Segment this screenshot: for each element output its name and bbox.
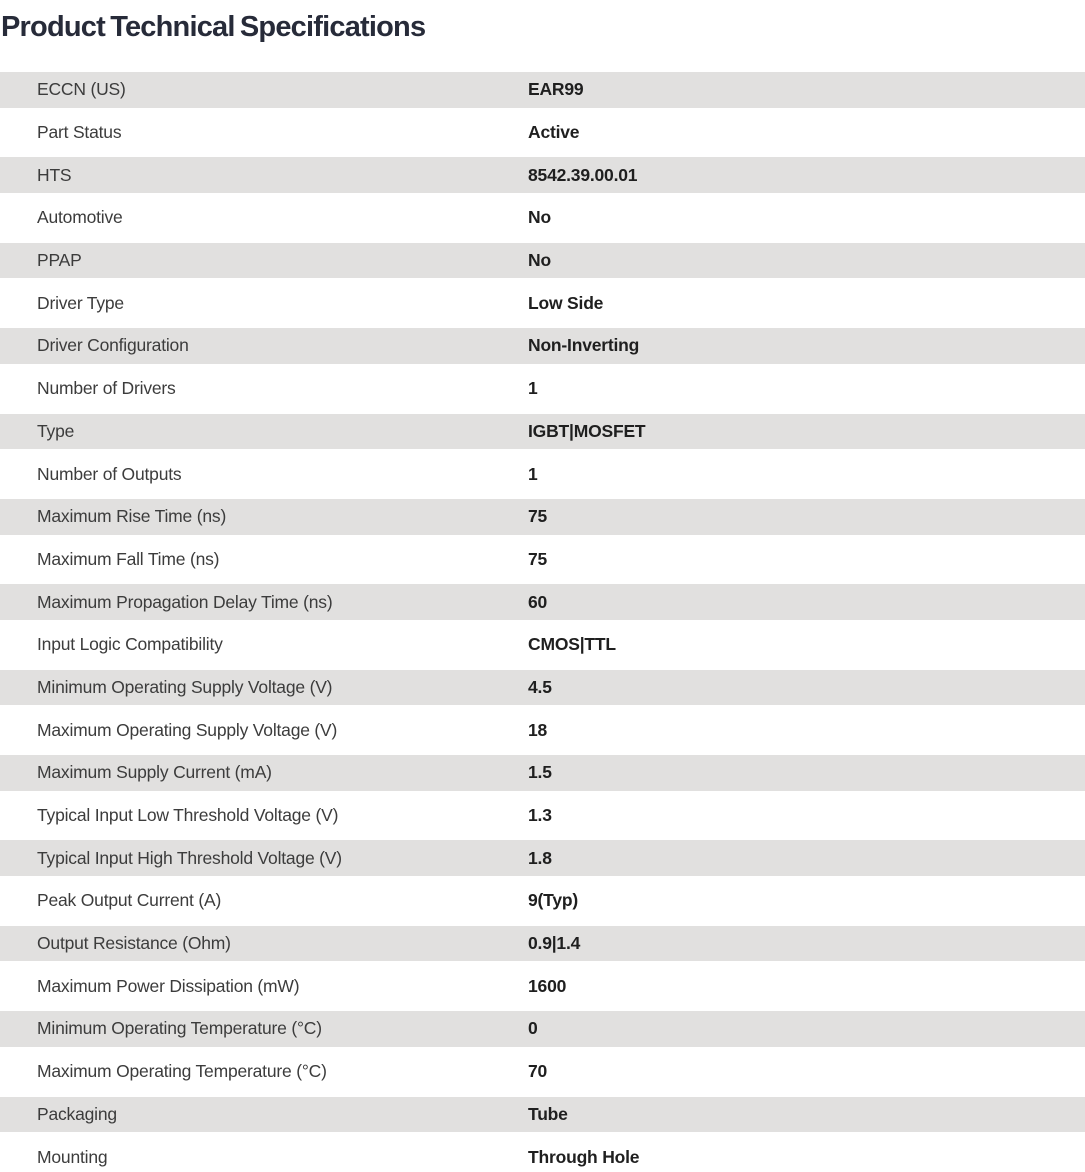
spec-value: 60 — [528, 591, 548, 612]
spec-value: 0 — [528, 1018, 538, 1039]
spec-label: Minimum Operating Temperature (°C) — [37, 1018, 322, 1039]
spec-label: Output Resistance (Ohm) — [37, 933, 231, 954]
spec-row — [0, 1051, 1085, 1094]
spec-row — [0, 795, 1085, 838]
spec-label: Input Logic Compatibility — [37, 634, 223, 655]
spec-label: Automotive — [37, 207, 123, 228]
spec-label: Maximum Operating Supply Voltage (V) — [37, 719, 338, 740]
spec-value: 1.5 — [528, 762, 552, 783]
spec-value: 4.5 — [528, 676, 552, 697]
spec-row — [0, 154, 1085, 197]
spec-row — [0, 1008, 1085, 1051]
spec-row — [0, 368, 1085, 411]
spec-value: Through Hole — [528, 1146, 640, 1167]
spec-label: Peak Output Current (A) — [37, 890, 222, 911]
spec-value: No — [528, 207, 551, 228]
spec-value: 1600 — [528, 975, 567, 996]
spec-label: Number of Drivers — [37, 378, 176, 399]
spec-label: Mounting — [37, 1146, 108, 1167]
spec-label: Driver Type — [37, 292, 124, 313]
spec-row — [0, 624, 1085, 667]
spec-label: Typical Input High Threshold Voltage (V) — [37, 847, 342, 868]
spec-value: Active — [528, 122, 580, 143]
spec-label: ECCN (US) — [37, 79, 126, 100]
spec-label: Maximum Rise Time (ns) — [37, 506, 227, 527]
spec-row — [0, 1094, 1085, 1137]
spec-label: Maximum Supply Current (mA) — [37, 762, 272, 783]
spec-label: Maximum Propagation Delay Time (ns) — [37, 591, 333, 612]
spec-row — [0, 282, 1085, 325]
spec-value: 70 — [528, 1061, 548, 1082]
spec-value: IGBT|MOSFET — [528, 420, 646, 441]
spec-label: Maximum Power Dissipation (mW) — [37, 975, 300, 996]
spec-row — [0, 411, 1085, 454]
spec-row — [0, 112, 1085, 155]
spec-value: CMOS|TTL — [528, 634, 616, 655]
spec-label: HTS — [37, 164, 72, 185]
spec-label: Number of Outputs — [37, 463, 182, 484]
page-title: Product Technical Specifications — [1, 11, 426, 43]
spec-label: PPAP — [37, 250, 82, 271]
spec-row — [0, 197, 1085, 240]
spec-row — [0, 496, 1085, 539]
spec-value: EAR99 — [528, 79, 584, 100]
spec-row — [0, 453, 1085, 496]
spec-value: 8542.39.00.01 — [528, 164, 638, 185]
spec-value: No — [528, 250, 551, 271]
spec-label: Minimum Operating Supply Voltage (V) — [37, 676, 333, 697]
spec-value: 1.3 — [528, 805, 552, 826]
spec-value: Non-Inverting — [528, 335, 640, 356]
spec-label: Packaging — [37, 1103, 117, 1124]
spec-label: Type — [37, 420, 75, 441]
spec-row — [0, 1136, 1085, 1172]
spec-row — [0, 880, 1085, 923]
spec-label: Driver Configuration — [37, 335, 189, 356]
spec-value: 9(Typ) — [528, 890, 579, 911]
spec-value: Tube — [528, 1103, 568, 1124]
spec-value: 1 — [528, 378, 538, 399]
spec-row — [0, 837, 1085, 880]
spec-row — [0, 539, 1085, 582]
spec-row — [0, 667, 1085, 710]
spec-label: Maximum Fall Time (ns) — [37, 548, 220, 569]
spec-table — [0, 69, 1085, 1172]
spec-value: 18 — [528, 719, 548, 740]
spec-row — [0, 965, 1085, 1008]
spec-label: Typical Input Low Threshold Voltage (V) — [37, 805, 339, 826]
spec-row — [0, 752, 1085, 795]
spec-row — [0, 69, 1085, 112]
spec-value: 1.8 — [528, 847, 552, 868]
spec-row — [0, 709, 1085, 752]
spec-value: 0.9|1.4 — [528, 933, 581, 954]
spec-label: Maximum Operating Temperature (°C) — [37, 1061, 327, 1082]
spec-row — [0, 325, 1085, 368]
spec-value: 1 — [528, 463, 538, 484]
spec-row — [0, 240, 1085, 283]
spec-row — [0, 581, 1085, 624]
spec-value: 75 — [528, 506, 548, 527]
spec-value: 75 — [528, 548, 548, 569]
spec-row — [0, 923, 1085, 966]
spec-value: Low Side — [528, 292, 604, 313]
spec-label: Part Status — [37, 122, 122, 143]
